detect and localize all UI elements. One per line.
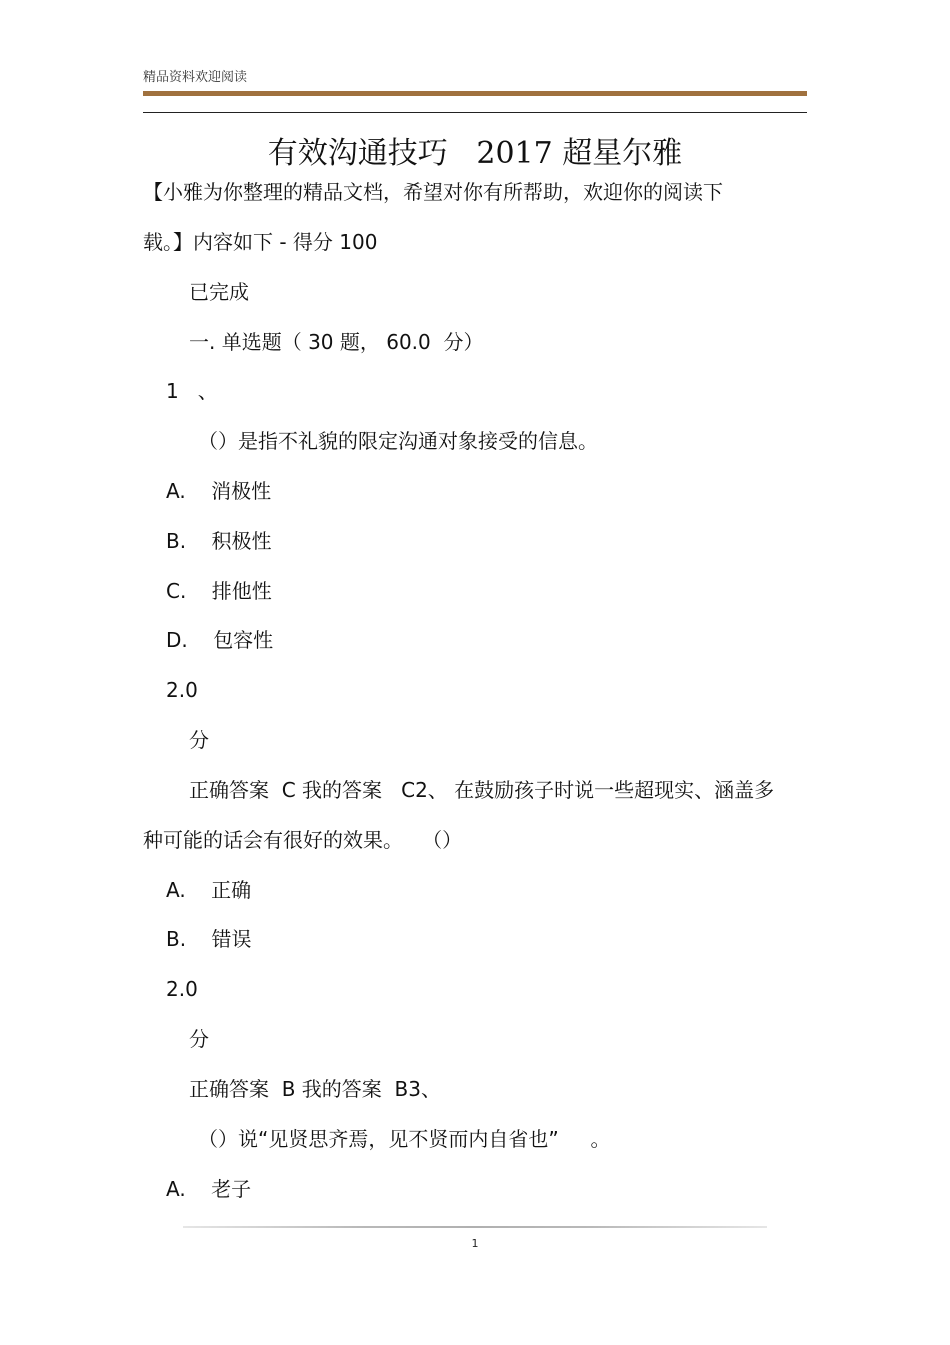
question-1-option-b: B. 积极性 — [166, 529, 272, 553]
footer-divider — [183, 1226, 767, 1228]
question-1-text: （）是指不礼貌的限定沟通对象接受的信息。 — [198, 429, 598, 453]
question-1-score-unit: 分 — [189, 728, 209, 752]
question-1-number: 1 、 — [166, 379, 218, 403]
section-heading: 一. 单选题（ 30 题， 60.0 分） — [189, 330, 484, 354]
question-1-option-a: A. 消极性 — [166, 479, 272, 503]
question-2-score-unit: 分 — [189, 1027, 209, 1051]
question-3-text: （）说“见贤思齐焉，见不贤而内自省也” 。 — [198, 1127, 611, 1151]
question-2-option-a: A. 正确 — [166, 878, 252, 902]
question-2-option-b: B. 错误 — [166, 927, 252, 951]
question-1-score-value: 2.0 — [166, 678, 198, 702]
header-divider-thin — [143, 112, 807, 113]
question-2-score-value: 2.0 — [166, 977, 198, 1001]
intro-line-1: 【小雅为你整理的精品文档，希望对你有所帮助，欢迎你的阅读下 — [143, 180, 723, 204]
header-divider-brown — [143, 91, 807, 96]
page-number: 1 — [471, 1237, 479, 1250]
question-1-option-c: C. 排他性 — [166, 579, 272, 603]
question-2-text-continued: 种可能的话会有很好的效果。 （） — [143, 828, 463, 852]
page-header-text: 精品资料欢迎阅读 — [143, 70, 248, 85]
intro-line-2: 载。】内容如下 - 得分 100 — [143, 230, 378, 254]
document-title: 有效沟通技巧 2017 超星尔雅 — [267, 136, 683, 171]
question-1-option-d: D. 包容性 — [166, 628, 274, 652]
question-1-answer-and-question-2: 正确答案 C 我的答案 C2、 在鼓励孩子时说一些超现实、涵盖多 — [189, 778, 775, 802]
question-2-answer-and-question-3: 正确答案 B 我的答案 B3、 — [189, 1077, 441, 1101]
status-completed: 已完成 — [189, 280, 249, 304]
question-3-option-a: A. 老子 — [166, 1177, 252, 1201]
